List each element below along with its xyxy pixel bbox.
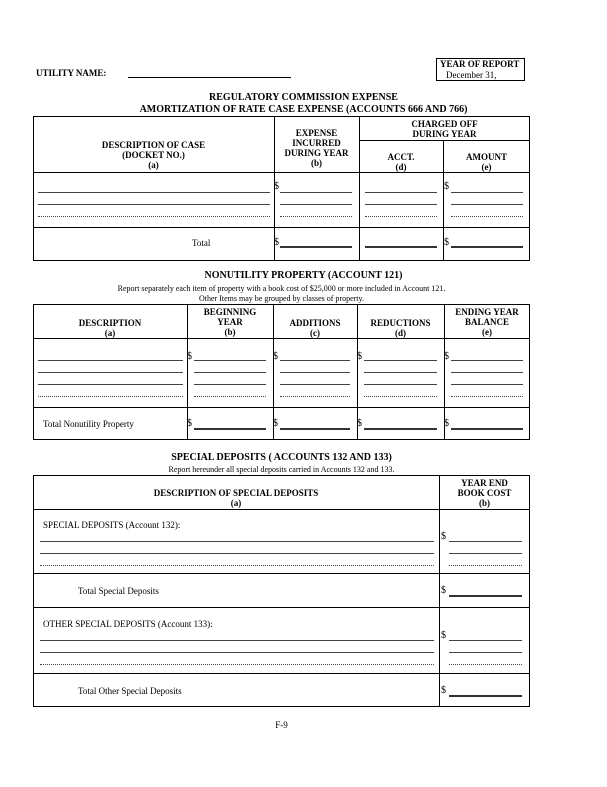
s2-col-additions: ADDITIONS (c) bbox=[289, 318, 341, 338]
s2-total-beg[interactable] bbox=[194, 428, 266, 430]
s2-red-line[interactable] bbox=[364, 360, 437, 361]
s1-col-desc: DESCRIPTION OF CASE (DOCKET NO.) (a) bbox=[101, 140, 206, 170]
s1-expense-line[interactable] bbox=[280, 192, 352, 193]
s2-end-line[interactable] bbox=[451, 360, 523, 361]
s2-total-label: Total Nonutility Property bbox=[43, 419, 134, 429]
section1-title-line1: REGULATORY COMMISSION EXPENSE bbox=[209, 92, 398, 103]
s2-add-line[interactable] bbox=[280, 360, 350, 361]
s3-other-amount[interactable] bbox=[449, 664, 522, 665]
s1-desc-line[interactable] bbox=[38, 216, 270, 217]
s2-col-beginning: BEGINNING YEAR (b) bbox=[203, 307, 257, 337]
s1-desc-line[interactable] bbox=[38, 192, 270, 193]
s2-beg-line[interactable] bbox=[194, 396, 266, 397]
s2-red-line[interactable] bbox=[364, 384, 437, 385]
section2-instr2: Other Items may be grouped by classes of property. bbox=[199, 294, 364, 303]
s1-acct-line[interactable] bbox=[365, 204, 437, 205]
s1-total-expense[interactable] bbox=[280, 246, 352, 248]
s2-red-line[interactable] bbox=[364, 372, 437, 373]
s3-special-amount[interactable] bbox=[449, 541, 522, 542]
s1-total-amount[interactable] bbox=[451, 246, 523, 248]
section2-instr1: Report separately each item of property with a book cost of $25,000 or more included in Account 121. bbox=[117, 284, 446, 293]
page: UTILITY NAME: YEAR OF REPORT December 31, REGULATORY COMMISSION EXPENSE AMORTIZATION OF RATE CASE EXPENSE (ACCOUNTS 666 AND 766) DESCRIPTION OF CASE (DOCKET NO.) (a) EXPENSE INCURRED DURING YEAR (b) CHARGED OFF DURING YEAR ACCT. (d) AMOUNT (e) $ $ Total $ $ NONUTILITY PROPERTY (ACCOUNT 121) Report separately each item of property with a book cost of $25,000 or more included in Account 121. Other Items may be grouped by classes of property. DESCRIPTION (a) BEGINNING YEAR (b) ADDITIONS (c) REDUCTIONS (d) ENDING YEAR BALANCE (e) $ $ $ $ Total Nonutility Property $ $ $ $ SPECIAL DEPOSITS ( ACCOUNTS 132 AND 133) Report hereunder all special deposits carried in Accounts 132 and 133. DESCRIPTION OF SPECIAL DEPOSITS (a) YEAR END BOOK COST (b) SPECIAL DEPOSITS (Account 132): $ Total Special Deposits $ OTHER SPECIAL DEPOSITS (Account 133): $ Total Other Special Deposits $ F-9 bbox=[0, 0, 607, 787]
s2-total-red[interactable] bbox=[364, 428, 437, 430]
s3-special-line[interactable] bbox=[40, 541, 434, 542]
utility-name-label: UTILITY NAME: bbox=[36, 68, 107, 78]
s3-other-amount[interactable] bbox=[449, 640, 522, 641]
s2-end-line[interactable] bbox=[451, 372, 523, 373]
s3-other-line[interactable] bbox=[40, 664, 434, 665]
s3-total-other-label: Total Other Special Deposits bbox=[78, 686, 182, 696]
s2-desc-line[interactable] bbox=[38, 396, 183, 397]
s2-desc-line[interactable] bbox=[38, 384, 183, 385]
s2-total-add[interactable] bbox=[280, 428, 350, 430]
section1-total-rule bbox=[33, 227, 530, 228]
s2-desc-line[interactable] bbox=[38, 372, 183, 373]
s1-col-amount: AMOUNT (e) bbox=[466, 152, 507, 172]
year-of-report-value: December 31, bbox=[446, 70, 497, 80]
s2-add-line[interactable] bbox=[280, 372, 350, 373]
s1-amount-line[interactable] bbox=[451, 216, 523, 217]
s1-amount-line[interactable] bbox=[451, 204, 523, 205]
s2-total-end[interactable] bbox=[451, 428, 523, 430]
section3-title: SPECIAL DEPOSITS ( ACCOUNTS 132 AND 133) bbox=[171, 452, 392, 463]
s2-col-reductions: REDUCTIONS (d) bbox=[370, 318, 431, 338]
section1-header-rule bbox=[33, 172, 530, 173]
s1-total-label: Total bbox=[192, 238, 211, 248]
s1-total-acct[interactable] bbox=[365, 246, 437, 248]
year-of-report-label: YEAR OF REPORT bbox=[440, 59, 520, 69]
s1-amount-line[interactable] bbox=[451, 192, 523, 193]
s2-beg-line[interactable] bbox=[194, 372, 266, 373]
s2-red-line[interactable] bbox=[364, 396, 437, 397]
page-number: F-9 bbox=[275, 720, 288, 730]
s3-special-line[interactable] bbox=[40, 565, 434, 566]
s3-total-special[interactable] bbox=[449, 595, 522, 597]
s3-other-line[interactable] bbox=[40, 652, 434, 653]
s1-col-charged-off: CHARGED OFF DURING YEAR bbox=[411, 119, 478, 139]
s1-acct-line[interactable] bbox=[365, 216, 437, 217]
s3-special-line[interactable] bbox=[40, 553, 434, 554]
s2-end-line[interactable] bbox=[451, 396, 523, 397]
s2-col-desc: DESCRIPTION (a) bbox=[78, 318, 142, 338]
s2-end-line[interactable] bbox=[451, 384, 523, 385]
s1-col-expense: EXPENSE INCURRED DURING YEAR (b) bbox=[284, 128, 349, 168]
s1-col-acct: ACCT. (d) bbox=[387, 152, 415, 172]
s3-other-line[interactable] bbox=[40, 640, 434, 641]
s2-beg-line[interactable] bbox=[194, 360, 266, 361]
utility-name-field[interactable] bbox=[128, 77, 291, 78]
s1-acct-line[interactable] bbox=[365, 192, 437, 193]
s3-other-label: OTHER SPECIAL DEPOSITS (Account 133): bbox=[43, 619, 213, 629]
s3-col-desc: DESCRIPTION OF SPECIAL DEPOSITS (a) bbox=[153, 488, 319, 508]
s2-beg-line[interactable] bbox=[194, 384, 266, 385]
s1-desc-line[interactable] bbox=[38, 204, 270, 205]
s3-special-amount[interactable] bbox=[449, 565, 522, 566]
s2-col-ending: ENDING YEAR BALANCE (e) bbox=[455, 307, 519, 337]
s3-col-year-end: YEAR END BOOK COST (b) bbox=[457, 478, 512, 508]
s2-desc-line[interactable] bbox=[38, 360, 183, 361]
section1-title-line2: AMORTIZATION OF RATE CASE EXPENSE (ACCOUNTS 666 AND 766) bbox=[139, 104, 468, 115]
s3-special-label: SPECIAL DEPOSITS (Account 132): bbox=[43, 520, 181, 530]
s1-expense-line[interactable] bbox=[280, 216, 352, 217]
s2-add-line[interactable] bbox=[280, 384, 350, 385]
s3-special-amount[interactable] bbox=[449, 553, 522, 554]
s1-expense-line[interactable] bbox=[280, 204, 352, 205]
section2-title: NONUTILITY PROPERTY (ACCOUNT 121) bbox=[204, 270, 403, 281]
s3-total-other[interactable] bbox=[449, 695, 522, 697]
section3-instr: Report hereunder all special deposits carried in Accounts 132 and 133. bbox=[168, 465, 395, 474]
s3-other-amount[interactable] bbox=[449, 652, 522, 653]
s2-add-line[interactable] bbox=[280, 396, 350, 397]
s3-total-special-label: Total Special Deposits bbox=[78, 586, 159, 596]
